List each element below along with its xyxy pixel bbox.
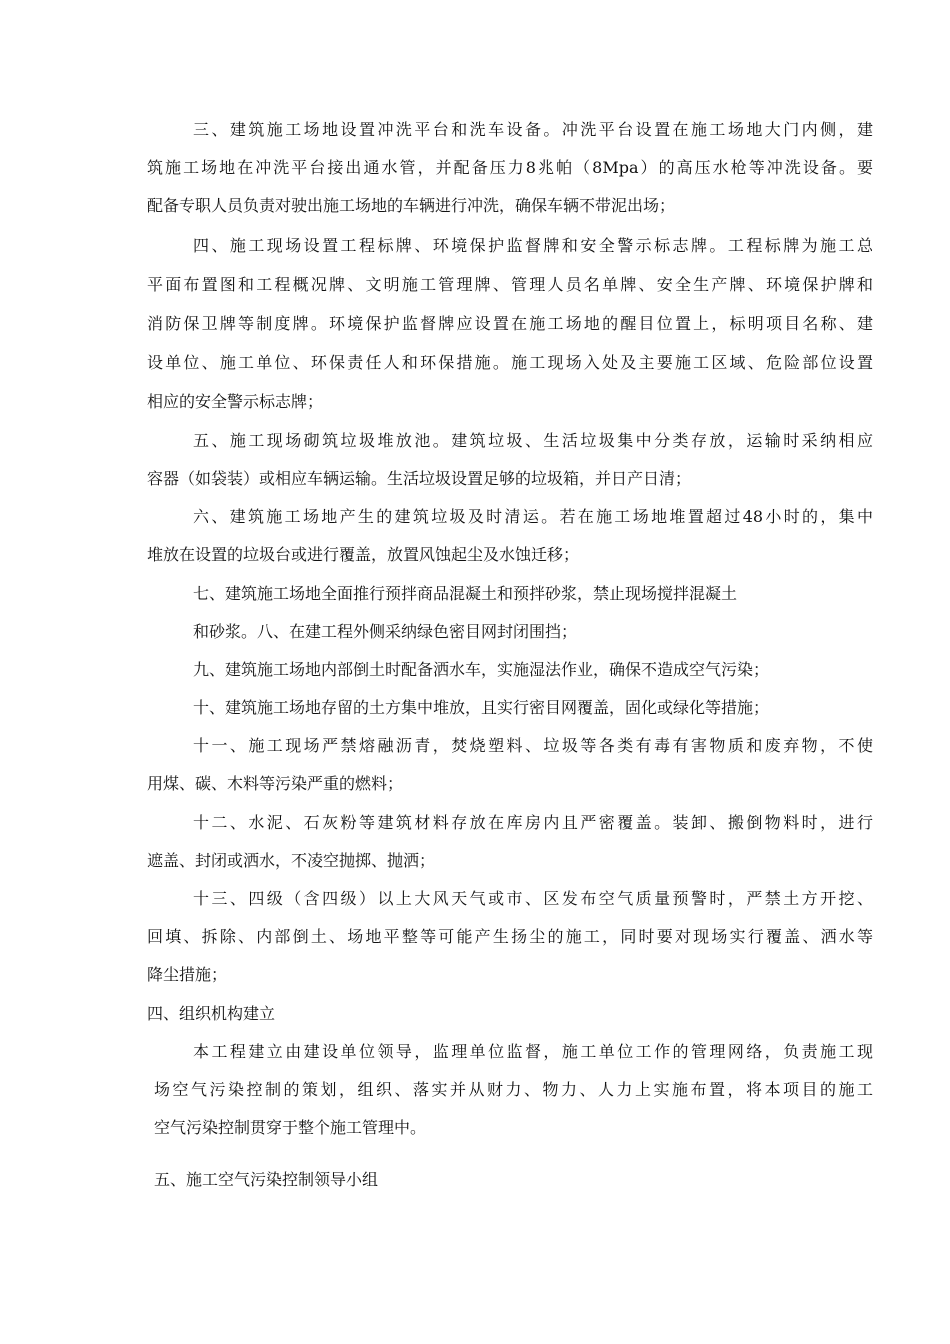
- paragraph-9: 九、建筑施工场地内部倒土时配备洒水车，实施湿法作业，确保不造成空气污染；: [193, 660, 770, 679]
- paragraph-6-line-2: 堆放在设置的垃圾台或进行覆盖，放置风蚀起尘及水蚀迁移；: [147, 545, 580, 564]
- paragraph-6-line-1: 六、建筑施工场地产生的建筑垃圾及时清运。若在施工场地堆置超过48小时的，集中: [193, 507, 873, 526]
- paragraph-11-line-2: 用煤、碳、木料等污染严重的燃料；: [147, 774, 404, 793]
- organization-paragraph-line-3: 空气污染控制贯穿于整个施工管理中。: [154, 1118, 427, 1137]
- paragraph-13-line-2: 回填、拆除、内部倒土、场地平整等可能产生扬尘的施工，同时要对现场实行覆盖、洒水等: [147, 927, 873, 946]
- section-heading-organization: 四、组织机构建立: [147, 1004, 276, 1023]
- paragraph-3-line-1: 三、建筑施工场地设置冲洗平台和洗车设备。冲洗平台设置在施工场地大门内侧，建: [193, 120, 873, 139]
- paragraph-4-line-1: 四、施工现场设置工程标牌、环境保护监督牌和安全警示标志牌。工程标牌为施工总: [193, 236, 873, 255]
- section-heading-leadership-group: 五、施工空气污染控制领导小组: [154, 1170, 379, 1189]
- paragraph-13-line-3: 降尘措施；: [147, 965, 228, 984]
- paragraph-3-line-2: 筑施工场地在冲洗平台接出通水管，并配备压力8兆帕（8Mpa）的高压水枪等冲洗设备。要: [147, 158, 873, 177]
- paragraph-4-line-2: 平面布置图和工程概况牌、文明施工管理牌、管理人员名单牌、安全生产牌、环境保护牌和: [147, 275, 873, 294]
- organization-paragraph-line-2: 场空气污染控制的策划，组织、落实并从财力、物力、人力上实施布置，将本项目的施工: [154, 1080, 873, 1099]
- paragraph-10: 十、建筑施工场地存留的土方集中堆放，且实行密目网覆盖，固化或绿化等措施；: [193, 698, 770, 717]
- paragraph-4-line-4: 设单位、施工单位、环保责任人和环保措施。施工现场入处及主要施工区域、危险部位设置: [147, 353, 873, 372]
- paragraph-11-line-1: 十一、施工现场严禁熔融沥青，焚烧塑料、垃圾等各类有毒有害物质和废弃物，不使: [193, 736, 873, 755]
- paragraph-7-line-2: 和砂浆。八、在建工程外侧采纳绿色密目网封闭围挡；: [193, 622, 578, 641]
- paragraph-4-line-3: 消防保卫牌等制度牌。环境保护监督牌应设置在施工场地的醒目位置上，标明项目名称、建: [147, 314, 873, 333]
- organization-paragraph-line-1: 本工程建立由建设单位领导，监理单位监督，施工单位工作的管理网络，负责施工现: [193, 1042, 873, 1061]
- paragraph-4-line-5: 相应的安全警示标志牌；: [147, 392, 324, 411]
- paragraph-3-line-3: 配备专职人员负责对驶出施工场地的车辆进行冲洗，确保车辆不带泥出场；: [147, 196, 676, 215]
- paragraph-12-line-1: 十二、水泥、石灰粉等建筑材料存放在库房内且严密覆盖。装卸、搬倒物料时，进行: [193, 813, 873, 832]
- paragraph-12-line-2: 遮盖、封闭或洒水，不凌空抛掷、抛洒；: [147, 851, 436, 870]
- paragraph-7-line-1: 七、建筑施工场地全面推行预拌商品混凝土和预拌砂浆，禁止现场搅拌混凝土: [193, 584, 738, 603]
- paragraph-5-line-2: 容器（如袋装）或相应车辆运输。生活垃圾设置足够的垃圾箱，并日产日清；: [147, 469, 692, 488]
- paragraph-5-line-1: 五、施工现场砌筑垃圾堆放池。建筑垃圾、生活垃圾集中分类存放，运输时采纳相应: [193, 431, 873, 450]
- paragraph-13-line-1: 十三、四级（含四级）以上大风天气或市、区发布空气质量预警时，严禁土方开挖、: [193, 889, 873, 908]
